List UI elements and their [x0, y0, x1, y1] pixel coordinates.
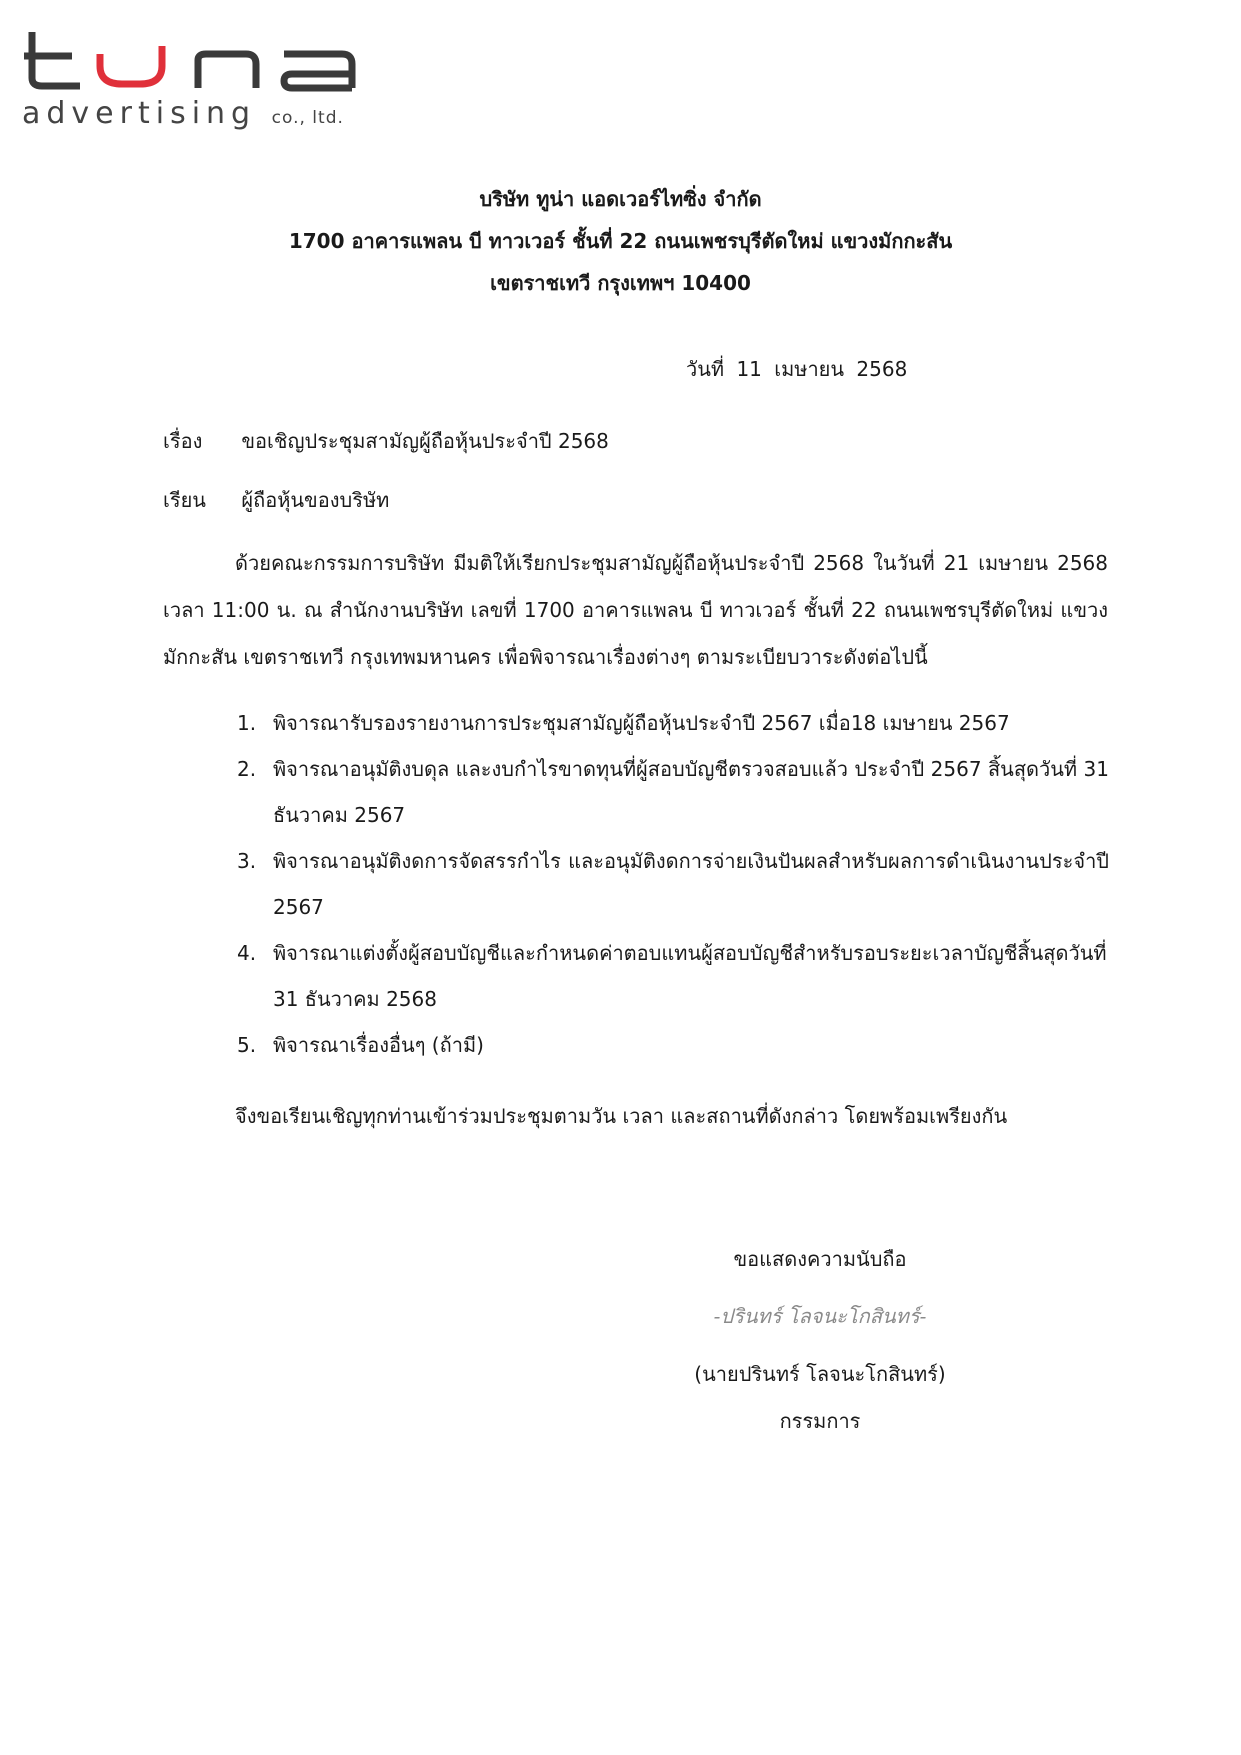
- company-address-line1: 1700 อาคารแพลน บี ทาวเวอร์ ชั้นที่ 22 ถนนเพชรบุรีตัดใหม่ แขวงมักกะสัน: [288, 229, 953, 253]
- subject-text: ขอเชิญประชุมสามัญผู้ถือหุ้นประจำปี 2568: [241, 429, 609, 453]
- recipient-text: ผู้ถือหุ้นของบริษัท: [241, 488, 390, 512]
- agenda-item-number: 5.: [237, 1033, 257, 1057]
- agenda-item-number: 4.: [237, 941, 257, 965]
- company-address-line2: เขตราชเทวี กรุงเทพฯ 10400: [490, 271, 751, 295]
- letter-date: วันที่ 11 เมษายน 2568: [686, 357, 908, 381]
- agenda-item-text: พิจารณาอนุมัติงบดุล และงบกำไรขาดทุนที่ผู้สอบบัญชีตรวจสอบแล้ว ประจำปี 2567 สิ้นสุดวันที่ 31 ธันวาคม 2567: [273, 757, 1109, 827]
- agenda-item-number: 3.: [237, 849, 257, 873]
- company-logo: [22, 26, 382, 136]
- closing-paragraph: จึงขอเรียนเชิญทุกท่านเข้าร่วมประชุมตามวัน เวลา และสถานที่ดังกล่าว โดยพร้อมเพรียงกัน: [235, 1104, 1008, 1128]
- subject-line: [163, 425, 609, 457]
- signatory-position: กรรมการ: [779, 1409, 861, 1433]
- agenda-item-text: พิจารณารับรองรายงานการประชุมสามัญผู้ถือหุ้นประจำปี 2567 เมื่อ18 เมษายน 2567: [273, 711, 1010, 735]
- regards-text: ขอแสดงความนับถือ: [733, 1247, 907, 1271]
- agenda-item: [237, 1022, 1109, 1068]
- agenda-item-text: พิจารณาอนุมัติงดการจัดสรรกำไร และอนุมัติงดการจ่ายเงินปันผลสำหรับผลการดำเนินงานประจำปี 2567: [273, 849, 1109, 919]
- agenda-list: [237, 700, 1109, 1068]
- letter-header: [0, 178, 1241, 304]
- company-name: บริษัท ทูน่า แอดเวอร์ไทซิ่ง จำกัด: [479, 187, 762, 211]
- agenda-item-text: พิจารณาเรื่องอื่นๆ (ถ้ามี): [273, 1033, 484, 1057]
- body-paragraph: ด้วยคณะกรรมการบริษัท มีมติให้เรียกประชุมสามัญผู้ถือหุ้นประจำปี 2568 ในวันที่ 21 เมษายน 2568 เวลา 11:00 น. ณ สำนักงานบริษัท เลขที่ 1700 อาคารแพลน บี ทาวเวอร์ ชั้นที่ 22 ถนนเพชรบุรีตัดใหม่ แขวงมักกะสัน เขตราชเทวี กรุงเทพมหานคร เพื่อพิจารณาเรื่องต่างๆ ตามระเบียบวาระดังต่อไปนี้: [163, 551, 1108, 669]
- agenda-item-text: พิจารณาแต่งตั้งผู้สอบบัญชีและกำหนดค่าตอบแทนผู้สอบบัญชีสำหรับรอบระยะเวลาบัญชีสิ้นสุดวันที่ 31 ธันวาคม 2568: [273, 941, 1107, 1011]
- agenda-item: [237, 838, 1109, 930]
- tuna-wordmark-logo: [22, 26, 362, 96]
- agenda-item-number: 2.: [237, 757, 257, 781]
- agenda-item: [237, 930, 1109, 1022]
- recipient-line: [163, 484, 389, 516]
- subject-label: เรื่อง: [163, 429, 203, 453]
- signature: -ปรินทร์ โลจนะโกสินทร์-: [713, 1304, 927, 1328]
- agenda-item-number: 1.: [237, 711, 257, 735]
- signatory-name: (นายปรินทร์ โลจนะโกสินทร์): [694, 1362, 946, 1386]
- recipient-label: เรียน: [163, 488, 206, 512]
- agenda-item: [237, 746, 1109, 838]
- logo-tagline-text: advertising: [22, 96, 257, 131]
- logo-tagline: [22, 96, 344, 131]
- agenda-item: [237, 700, 1109, 746]
- logo-suffix: co., ltd.: [271, 108, 344, 128]
